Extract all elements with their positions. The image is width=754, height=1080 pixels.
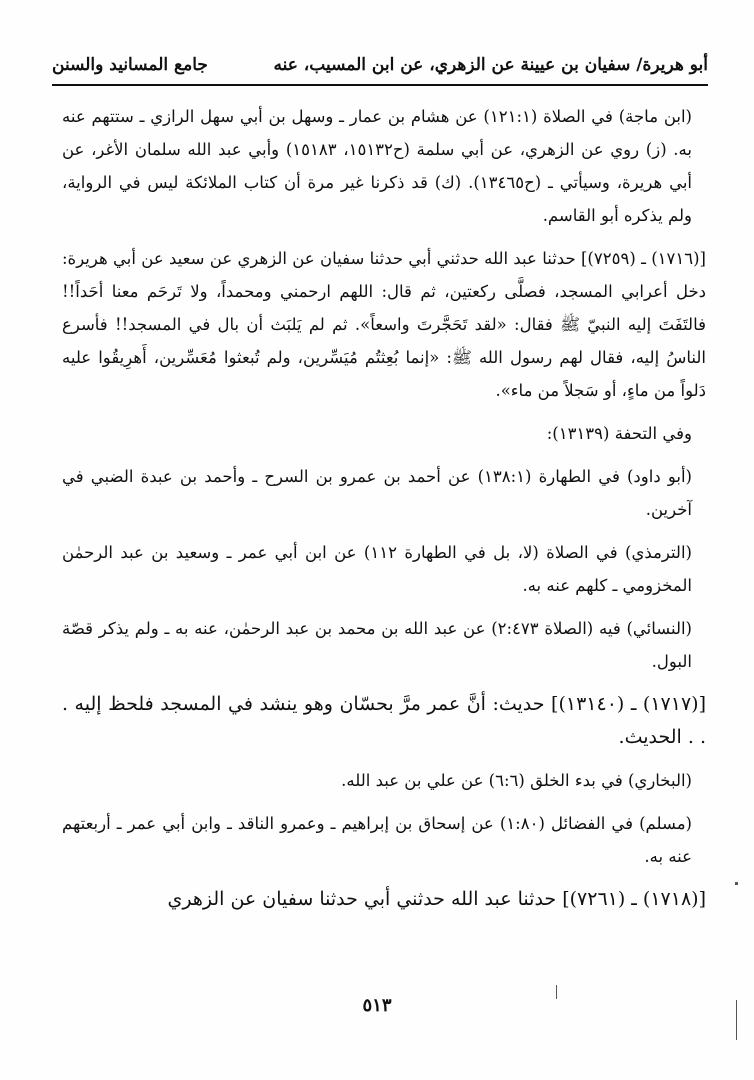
scan-speck xyxy=(556,985,557,999)
scan-speck xyxy=(736,1000,737,1040)
running-header xyxy=(52,50,708,80)
page-number: ٥١٣ xyxy=(362,995,392,1016)
header-rule xyxy=(52,84,708,86)
paragraph-bukhari: (البخاري) في بدء الخلق (٦:٦) عن علي بن عبد الله. xyxy=(341,771,692,790)
paragraph-abu-dawud: (أبو داود) في الطهارة (١٣٨:١) عن أحمد بن عمرو بن السرح ـ وأحمد بن عبدة الضبي في آخرين. xyxy=(62,467,692,519)
paragraph-hadith-1716: [(١٧١٦) ـ (٧٢٥٩)] حدثنا عبد الله حدثني أبي حدثنا سفيان عن الزهري عن سعيد عن أبي هريرة: دخل أعرابي المسجد، فصلَّى ركعتين، ثم قال: اللهم ارحمني ومحمداً، ولا تَرحَم معنا أحَداً!! فالتَفَتَ إليه النبيّ ﷺ فقال: «لقد تَحَجَّرتَ واسعاً». ثم لم يَلبَث أن بال في المسجد!! فأسرع الناسُ إليه، فقال لهم رسول الله ﷺ: «إنما بُعِثتُم مُيَسِّرين، ولم تُبعثوا مُعَسِّرين، أَهرِيقُوا عليه دَلواً من ماءٍ، أو سَجلاً من ماء». xyxy=(62,249,706,400)
paragraph-hadith-1718: [(١٧١٨) ـ (٧٢٦١)] حدثنا عبد الله حدثني أبي حدثنا سفيان عن الزهري xyxy=(167,888,706,910)
book-title: جامع المسانيد والسنن xyxy=(52,55,208,75)
paragraph-ibn-majah: (ابن ماجة) في الصلاة (١٢١:١) عن هشام بن عمار ـ وسهل بن أبي سهل الرازي ـ ستتهم عنه به. (ز) روي عن الزهري، عن أبي سلمة (ح١٥١٣٢، ١٥١٨٣) وأبي عبد الله سلمان الأغر، عن أبي هريرة، وسيأتي ـ (ح١٣٤٦٥). (ك) قد ذكرنا غير مرة أن كتاب الملائكة ليس في الرواية، ولم يذكره أبو القاسم. xyxy=(62,107,692,225)
scan-speck xyxy=(735,882,738,885)
page-body xyxy=(62,100,706,916)
paragraph-tirmidhi: (الترمذي) في الصلاة (لا، بل في الطهارة ١١٢) عن ابن أبي عمر ـ وسعيد بن عبد الرحمٰن المخزومي ـ كلهم عنه به. xyxy=(62,543,692,595)
paragraph-tuhfa: وفي التحفة (١٣١٣٩): xyxy=(546,424,692,443)
paragraph-nasai: (النسائي) فيه (الصلاة ٢:٤٧٣) عن عبد الله بن محمد بن عبد الرحمٰن، عنه به ـ ولم يذكر قصّة البول. xyxy=(62,619,692,671)
paragraph-hadith-1717: [(١٧١٧) ـ (١٣١٤٠)] حديث: أنَّ عمر مرَّ بحسّان وهو ينشد في المسجد فلحظ إليه . . . الحديث. xyxy=(62,693,706,748)
paragraph-muslim: (مسلم) في الفضائل (١:٨٠) عن إسحاق بن إبراهيم ـ وعمرو الناقد ـ وابن أبي عمر ـ أربعتهم عنه به. xyxy=(62,814,692,866)
running-title: أبو هريرة/ سفيان بن عيينة عن الزهري، عن ابن المسيب، عنه xyxy=(273,55,708,75)
